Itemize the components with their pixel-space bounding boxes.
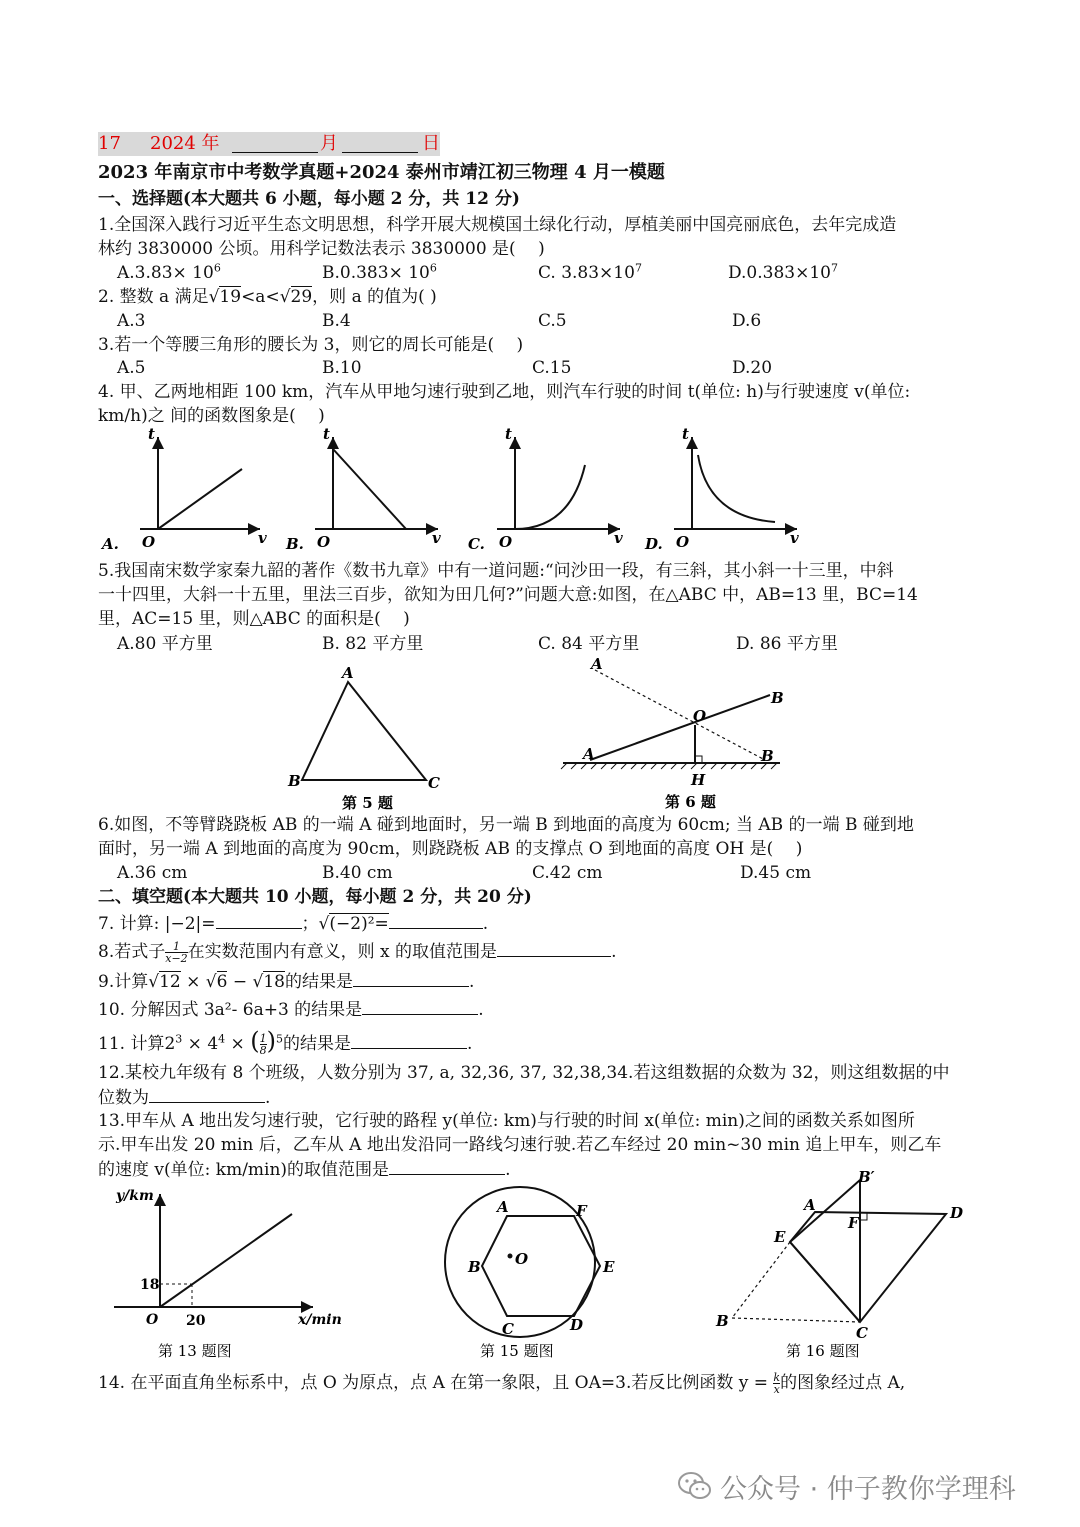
svg-text:18: 18 (140, 1277, 160, 1293)
figure-15-circle-hexagon (440, 1180, 630, 1367)
svg-text:v: v (790, 529, 799, 547)
graph-b[interactable] (285, 425, 441, 553)
q1-option-c[interactable]: C. $3.83\times 10^7$ (538, 261, 642, 283)
q11-blank[interactable] (351, 1032, 467, 1049)
svg-text:B: B (716, 1312, 729, 1330)
svg-text:t: t (148, 425, 155, 443)
page-title: 2023 年南京市中考数学真题+2024 泰州市靖江初三物理 4 月一模题 (98, 162, 665, 183)
figure-6-seesaw (555, 655, 800, 815)
svg-text:D: D (950, 1204, 964, 1222)
q3-option-d[interactable]: D.20 (732, 358, 773, 378)
svg-text:A: A (497, 1198, 509, 1216)
svg-text:B: B (761, 747, 774, 765)
q5-line3: 里，AC=15 里，则△ABC 的面积是( ) (98, 609, 410, 629)
q5-option-a[interactable]: A.80 平方里 (117, 634, 213, 654)
svg-text:A: A (583, 745, 595, 763)
svg-text:v: v (432, 529, 441, 547)
svg-text:x/min: x/min (298, 1312, 342, 1328)
graph-a-letter: A. (102, 535, 119, 553)
graph-d[interactable] (644, 425, 799, 553)
q5-option-d[interactable]: D. 86 平方里 (736, 634, 838, 654)
svg-text:v: v (614, 529, 623, 547)
q3-option-b[interactable]: B.10 (322, 358, 362, 378)
q12-blank[interactable] (149, 1086, 265, 1103)
q4-graphs (100, 425, 800, 555)
q2-option-d[interactable]: D.6 (732, 311, 762, 331)
watermark (678, 1466, 1016, 1506)
svg-text:B: B (288, 772, 301, 790)
svg-text:F: F (848, 1214, 859, 1232)
q4-line2: km/h)之 间的函数图象是( ) (98, 406, 325, 426)
q8-line: 8.若式子 $\frac{1}{x-2}$ 在实数范围内有意义，则 x 的取值范围是 . (98, 940, 617, 965)
q5-option-c[interactable]: C. 84 平方里 (538, 634, 640, 654)
figure-13-caption: 第 13 题图 (158, 1342, 232, 1360)
q9-blank[interactable] (353, 970, 469, 987)
svg-text:C: C (428, 774, 440, 792)
q13-line3: 的速度 v(单位: km/min)的取值范围是 . (98, 1160, 511, 1180)
svg-text:B′: B′ (858, 1170, 875, 1186)
q3-option-c[interactable]: C.15 (532, 358, 572, 378)
q7-blank-2[interactable] (389, 912, 483, 929)
svg-text:B: B (771, 689, 784, 707)
figure-13-graph (108, 1182, 358, 1367)
q3-option-a[interactable]: A.5 (117, 358, 146, 378)
figure-16-quadrilateral (710, 1170, 970, 1367)
month-blank[interactable] (232, 132, 318, 153)
exam-number: 17 (98, 133, 121, 154)
svg-text:O: O (676, 533, 690, 551)
q1-option-b[interactable]: $B.0.383\times 10^6$ (322, 261, 437, 283)
graph-c-letter: C. (468, 535, 485, 553)
graph-d-letter: D. (645, 535, 663, 553)
graph-a[interactable] (100, 425, 267, 553)
q13-blank[interactable] (389, 1158, 505, 1175)
svg-text:y/km: y/km (116, 1188, 154, 1204)
q1-option-d[interactable]: $D.0.383\times 10^7$ (728, 261, 838, 283)
svg-text:F: F (576, 1202, 587, 1220)
q2-line: 2. 整数 a 满足√19<a<√29，则 a 的值为( ) (98, 287, 437, 307)
svg-text:A: A (591, 655, 603, 673)
watermark-text: 公众号 · 仲子教你学理科 (720, 1473, 1016, 1505)
graph-b-letter: B. (286, 535, 304, 553)
q1-option-a[interactable]: $A.3.83\times 10^6$ (117, 261, 221, 283)
date-month: 月 (320, 133, 338, 154)
q2-option-c[interactable]: C.5 (538, 311, 567, 331)
q6-line1: 6.如图，不等臂跷跷板 AB 的一端 A 碰到地面时，另一端 B 到地面的高度为 60cm; 当 AB 的一端 B 碰到地 (98, 815, 914, 835)
q10-blank[interactable] (362, 998, 478, 1015)
section-choice-heading: 一、选择题(本大题共 6 小题，每小题 2 分，共 12 分) (98, 189, 520, 209)
svg-text:O: O (317, 533, 331, 551)
svg-text:E: E (774, 1228, 786, 1246)
svg-text:B: B (468, 1258, 481, 1276)
section-fill-heading: 二、填空题(本大题共 10 小题，每小题 2 分，共 20 分) (98, 887, 532, 907)
svg-text:O: O (146, 1312, 159, 1328)
q4-line1: 4. 甲、乙两地相距 100 km，汽车从甲地匀速行驶到乙地，则汽车行驶的时间 t(单位: h)与行驶速度 v(单位: (98, 382, 911, 402)
svg-text:t: t (323, 425, 330, 443)
q7-line: 7. 计算: |−2|= ；√(−2)²= . (98, 914, 489, 934)
svg-text:A: A (804, 1196, 816, 1214)
q2-option-b[interactable]: B.4 (322, 311, 351, 331)
q1-line1: 1.全国深入践行习近平生态文明思想，科学开展大规模国土绿化行动，厚植美丽中国亮丽底色，去年完成造 (98, 215, 897, 235)
svg-text:D: D (570, 1316, 584, 1334)
q9-line: 9.计算√12 × √6 − √18的结果是 . (98, 972, 475, 992)
figure-6-caption: 第 6 题 (665, 793, 716, 811)
svg-text:O: O (693, 707, 707, 725)
svg-text:t: t (682, 425, 689, 443)
svg-text:O: O (515, 1250, 529, 1268)
q3-line: 3.若一个等腰三角形的腰长为 3，则它的周长可能是( ) (98, 335, 524, 355)
date-day: 日 (422, 133, 440, 154)
svg-text:t: t (505, 425, 512, 443)
day-blank[interactable] (342, 132, 418, 153)
q7-blank-1[interactable] (216, 912, 302, 929)
q6-option-a[interactable]: A.36 cm (117, 863, 188, 883)
figure-5-caption: 第 5 题 (342, 794, 393, 812)
svg-text:E: E (603, 1258, 615, 1276)
svg-text:20: 20 (186, 1313, 206, 1329)
q6-option-b[interactable]: B.40 cm (322, 863, 393, 883)
svg-text:v: v (258, 529, 267, 547)
q10-line: 10. 分解因式 3a²- 6a+3 的结果是 . (98, 1000, 484, 1020)
q1-line2: 林约 3830000 公顷。用科学记数法表示 3830000 是( ) (98, 239, 545, 259)
figure-15-caption: 第 15 题图 (480, 1342, 554, 1360)
q6-line2: 面时，另一端 A 到地面的高度为 90cm，则跷跷板 AB 的支撑点 O 到地面的高度 OH 是( ) (98, 839, 803, 859)
q12-line1: 12.某校九年级有 8 个班级，人数分别为 37, a, 32,36, 37, 32,38,34.若这组数据的众数为 32，则这组数据的中 (98, 1063, 950, 1083)
svg-text:H: H (691, 771, 706, 789)
q13-line1: 13.甲车从 A 地出发匀速行驶，它行驶的路程 y(单位: km)与行驶的时间 x(单位: min)之间的函数关系如图所 (98, 1111, 915, 1131)
svg-text:C: C (502, 1320, 514, 1338)
figure-16-caption: 第 16 题图 (786, 1342, 860, 1360)
figure-5-triangle (280, 660, 460, 816)
q12-line2: 位数为 . (98, 1088, 271, 1108)
q13-line2: 示.甲车出发 20 min 后，乙车从 A 地出发沿同一路线匀速行驶.若乙车经过 20 min~30 min 追上甲车，则乙车 (98, 1135, 942, 1155)
graph-c[interactable] (468, 425, 623, 553)
q5-option-b[interactable]: B. 82 平方里 (322, 634, 424, 654)
q2-option-a[interactable]: A.3 (117, 311, 146, 331)
svg-text:A: A (342, 664, 354, 682)
q11-line: 11. 计算$2^3 \times 4^4$ × ( $\frac{1}{8}$ )$^5$的结果是 . (98, 1027, 473, 1057)
q14-line: 14. 在平面直角坐标系中，点 O 为原点，点 A 在第一象限，且 OA=3.若反比例函数 y = $\frac{k}{x}$ 的图象经过点 A, (98, 1371, 906, 1396)
svg-text:O: O (142, 533, 156, 551)
date-header (98, 132, 440, 156)
svg-text:O: O (499, 533, 513, 551)
q6-option-c[interactable]: C.42 cm (532, 863, 603, 883)
svg-text:C: C (856, 1324, 868, 1342)
wechat-icon (678, 1471, 712, 1501)
q6-option-d[interactable]: D.45 cm (740, 863, 812, 883)
date-year: 2024 年 (150, 133, 220, 154)
q8-blank[interactable] (497, 940, 611, 957)
q5-line2: 一十四里，大斜一十五里，里法三百步，欲知为田几何?”问题大意:如图，在△ABC 中，AB=13 里，BC=14 (98, 585, 918, 605)
q5-line1: 5.我国南宋数学家秦九韶的著作《数书九章》中有一道问题:“问沙田一段，有三斜，其小斜一十三里，中斜 (98, 561, 894, 581)
